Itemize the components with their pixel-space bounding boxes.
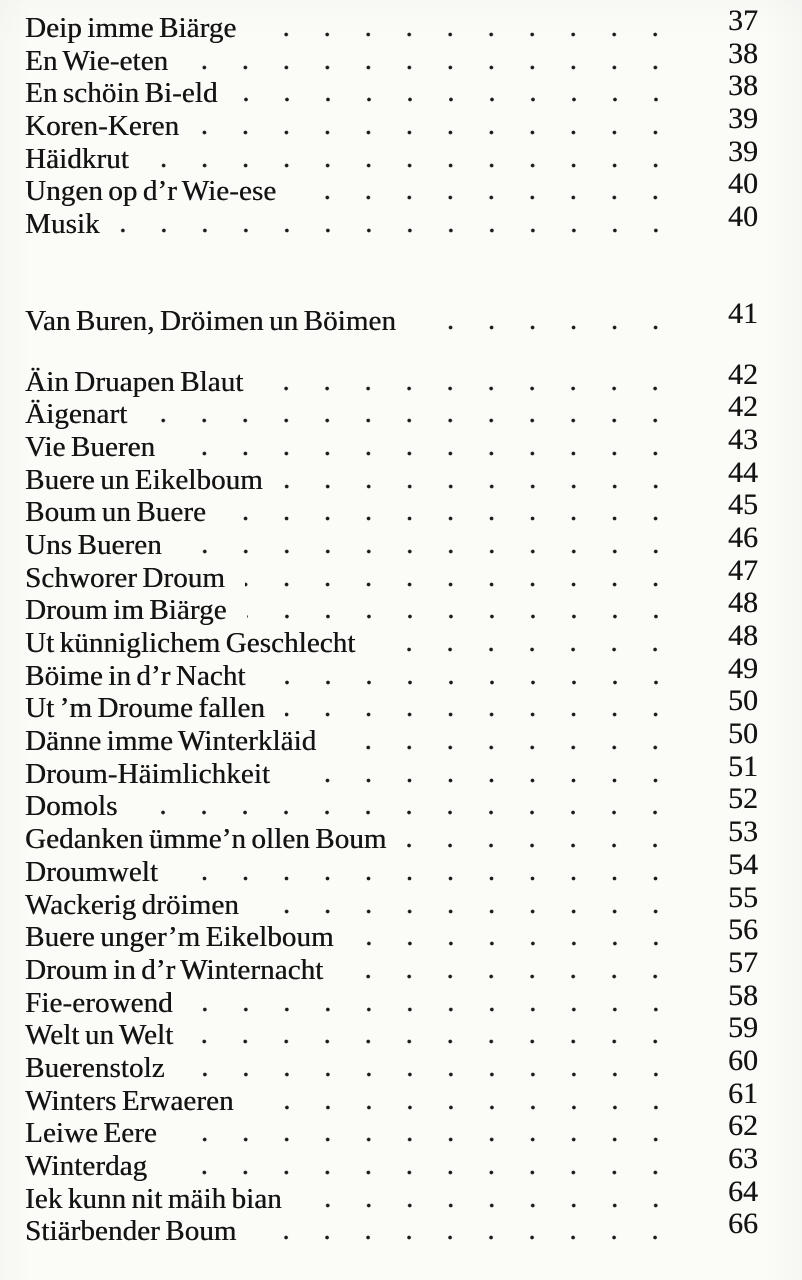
dot-leader bbox=[247, 614, 676, 619]
entry-title: Droum-Häimlichkeit bbox=[25, 757, 271, 790]
entry-page-number: 38 bbox=[728, 36, 758, 70]
dot-leader bbox=[416, 325, 676, 330]
toc-entry bbox=[25, 717, 758, 758]
dot-leader bbox=[149, 163, 676, 168]
entry-page-number: 49 bbox=[728, 651, 758, 685]
entry-page-number: 58 bbox=[728, 978, 758, 1012]
dot-leader bbox=[256, 1235, 676, 1240]
toc-entry bbox=[25, 847, 758, 889]
entry-page-number: 48 bbox=[728, 619, 758, 652]
entry-title: Äigenart bbox=[25, 398, 128, 431]
toc-entry bbox=[25, 390, 758, 431]
entry-title: Boum un Buere bbox=[25, 496, 206, 529]
entry-title: Schworer Droum bbox=[25, 561, 225, 594]
entry-page-number: 39 bbox=[728, 102, 758, 136]
dot-leader bbox=[178, 876, 676, 881]
entry-page-number: 63 bbox=[728, 1142, 758, 1175]
entry-title: Äin Druapen Blaut bbox=[25, 365, 244, 398]
entry-page-number: 42 bbox=[728, 390, 758, 424]
entry-page-number: 40 bbox=[728, 200, 758, 234]
dot-leader bbox=[238, 97, 676, 102]
entry-title: Iek kunn nit mäih bian bbox=[25, 1182, 282, 1215]
entry-page-number: 44 bbox=[728, 455, 758, 489]
entry-title: Dänne imme Winterkläid bbox=[25, 725, 317, 758]
entry-page-number: 56 bbox=[728, 913, 758, 947]
entry-page-number: 40 bbox=[728, 167, 758, 201]
entry-page-number: 48 bbox=[728, 586, 758, 620]
entry-title: Welt un Welt bbox=[25, 1019, 174, 1052]
dot-leader bbox=[137, 810, 676, 815]
toc-entry bbox=[25, 422, 758, 464]
dot-leader bbox=[256, 32, 676, 37]
dot-leader bbox=[185, 1072, 676, 1077]
entry-title: Droum im Biärge bbox=[25, 594, 227, 627]
toc-entry bbox=[25, 945, 758, 987]
entry-title: Van Buren, Dröimen un Böimen bbox=[25, 304, 396, 337]
dot-leader bbox=[285, 712, 676, 717]
dot-leader bbox=[147, 418, 676, 423]
dot-leader bbox=[182, 549, 676, 554]
dot-leader bbox=[188, 65, 676, 70]
toc-entry bbox=[25, 553, 758, 595]
entry-page-number: 59 bbox=[728, 1011, 758, 1045]
toc-entry bbox=[25, 1076, 758, 1118]
entry-title: Winters Erwaeren bbox=[25, 1084, 234, 1117]
entry-title: Deip imme Biärge bbox=[25, 12, 237, 44]
toc-entry bbox=[25, 815, 758, 856]
dot-leader bbox=[254, 1105, 676, 1110]
dot-leader bbox=[167, 1170, 676, 1175]
entry-title: Häidkrut bbox=[25, 142, 129, 175]
toc-entry bbox=[25, 1011, 758, 1052]
entry-title: Droum in d’r Winternacht bbox=[25, 953, 324, 986]
entry-title: Böime in d’r Nacht bbox=[25, 659, 246, 692]
entry-title: Ungen op d’r Wie-ese bbox=[25, 175, 277, 208]
toc-entry bbox=[25, 913, 758, 954]
entry-page-number: 57 bbox=[728, 945, 758, 979]
toc-entry bbox=[25, 488, 758, 529]
entry-title: Stiärbender Boum bbox=[25, 1215, 237, 1248]
dot-leader bbox=[177, 1137, 676, 1142]
toc-entry bbox=[25, 69, 758, 110]
entry-title: Ut künniglichem Geschlecht bbox=[25, 627, 356, 659]
dot-leader bbox=[259, 909, 676, 914]
entry-title: En schöin Bi-eld bbox=[25, 77, 218, 110]
toc-sections bbox=[25, 4, 758, 1248]
toc-entry bbox=[25, 455, 758, 497]
dot-leader bbox=[266, 680, 677, 685]
entry-page-number: 52 bbox=[728, 782, 758, 816]
entry-page-number: 61 bbox=[728, 1076, 758, 1110]
toc-entry bbox=[25, 1043, 758, 1085]
entry-page-number: 45 bbox=[728, 488, 758, 522]
toc-entry bbox=[25, 1174, 758, 1216]
dot-leader bbox=[193, 1007, 676, 1012]
entry-page-number: 50 bbox=[728, 684, 758, 718]
toc-part-title bbox=[25, 296, 758, 338]
entry-title: Winterdag bbox=[25, 1150, 148, 1182]
dot-leader bbox=[245, 582, 676, 587]
dot-leader bbox=[199, 130, 676, 135]
toc-entry bbox=[25, 36, 758, 78]
toc-entry bbox=[25, 1109, 758, 1150]
toc-entry bbox=[25, 520, 758, 562]
entry-page-number: 46 bbox=[728, 520, 758, 554]
dot-leader bbox=[406, 843, 676, 848]
toc-entry bbox=[25, 102, 758, 143]
entry-page-number: 39 bbox=[728, 134, 758, 168]
entry-title: Ut ’m Droume fallen bbox=[25, 692, 265, 725]
dot-leader bbox=[343, 974, 676, 979]
toc-entry bbox=[25, 651, 758, 693]
entry-title: Koren-Keren bbox=[25, 110, 180, 143]
toc-entry bbox=[25, 749, 758, 791]
entry-title: Buere un Eikelboum bbox=[25, 463, 263, 496]
dot-leader bbox=[120, 228, 676, 233]
toc-entry bbox=[25, 1207, 758, 1248]
dot-leader bbox=[296, 195, 676, 200]
toc-section-1 bbox=[25, 4, 758, 241]
toc-entry bbox=[25, 619, 758, 660]
entry-title: Wackerig dröimen bbox=[25, 888, 239, 921]
entry-title: En Wie-eten bbox=[25, 44, 169, 77]
entry-page-number: 50 bbox=[728, 717, 758, 751]
dot-leader bbox=[226, 516, 676, 521]
entry-page-number: 51 bbox=[728, 749, 758, 783]
entry-title: Domols bbox=[25, 790, 118, 823]
toc-entry bbox=[25, 978, 758, 1020]
entry-page-number: 41 bbox=[728, 296, 758, 330]
dot-leader bbox=[175, 451, 676, 456]
toc-entry bbox=[25, 357, 758, 399]
dot-leader bbox=[263, 386, 676, 391]
entry-title: Musik bbox=[25, 208, 100, 241]
toc-entry bbox=[25, 782, 758, 823]
dot-leader bbox=[283, 484, 676, 489]
dot-leader bbox=[375, 647, 676, 652]
toc-entry bbox=[25, 4, 758, 45]
entry-title: Leiwe Eere bbox=[25, 1117, 157, 1150]
entry-page-number: 66 bbox=[728, 1207, 758, 1241]
entry-title: Buerenstolz bbox=[25, 1051, 165, 1084]
toc-entry bbox=[25, 167, 758, 208]
toc-entry bbox=[25, 684, 758, 725]
entry-page-number: 62 bbox=[728, 1109, 758, 1143]
entry-page-number: 60 bbox=[728, 1043, 758, 1077]
entry-page-number: 47 bbox=[728, 553, 758, 587]
entry-page-number: 43 bbox=[728, 422, 758, 456]
entry-page-number: 55 bbox=[728, 880, 758, 914]
toc-entry bbox=[25, 200, 758, 241]
toc-entry bbox=[25, 880, 758, 922]
toc-entry bbox=[25, 1142, 758, 1183]
dot-leader bbox=[193, 1039, 676, 1044]
dot-leader bbox=[302, 1203, 676, 1208]
entry-page-number: 42 bbox=[728, 357, 758, 391]
toc-section-2 bbox=[25, 357, 758, 1249]
entry-title: Droumwelt bbox=[25, 855, 158, 888]
entry-page-number: 37 bbox=[728, 4, 758, 37]
dot-leader bbox=[336, 745, 676, 750]
entry-page-number: 54 bbox=[728, 847, 758, 881]
entry-page-number: 53 bbox=[728, 815, 758, 849]
entry-title: Vie Bueren bbox=[25, 430, 156, 463]
toc-entry bbox=[25, 296, 758, 338]
dot-leader bbox=[290, 778, 676, 783]
entry-page-number: 64 bbox=[728, 1174, 758, 1208]
toc-entry bbox=[25, 134, 758, 176]
entry-page-number: 38 bbox=[728, 69, 758, 103]
entry-title: Buere unger’m Eikelboum bbox=[25, 921, 334, 954]
entry-title: Gedanken ümme’n ollen Boum bbox=[25, 823, 387, 856]
toc-entry bbox=[25, 586, 758, 627]
dot-leader bbox=[354, 941, 676, 946]
entry-title: Uns Bueren bbox=[25, 528, 162, 561]
entry-title: Fie-erowend bbox=[25, 986, 173, 1019]
